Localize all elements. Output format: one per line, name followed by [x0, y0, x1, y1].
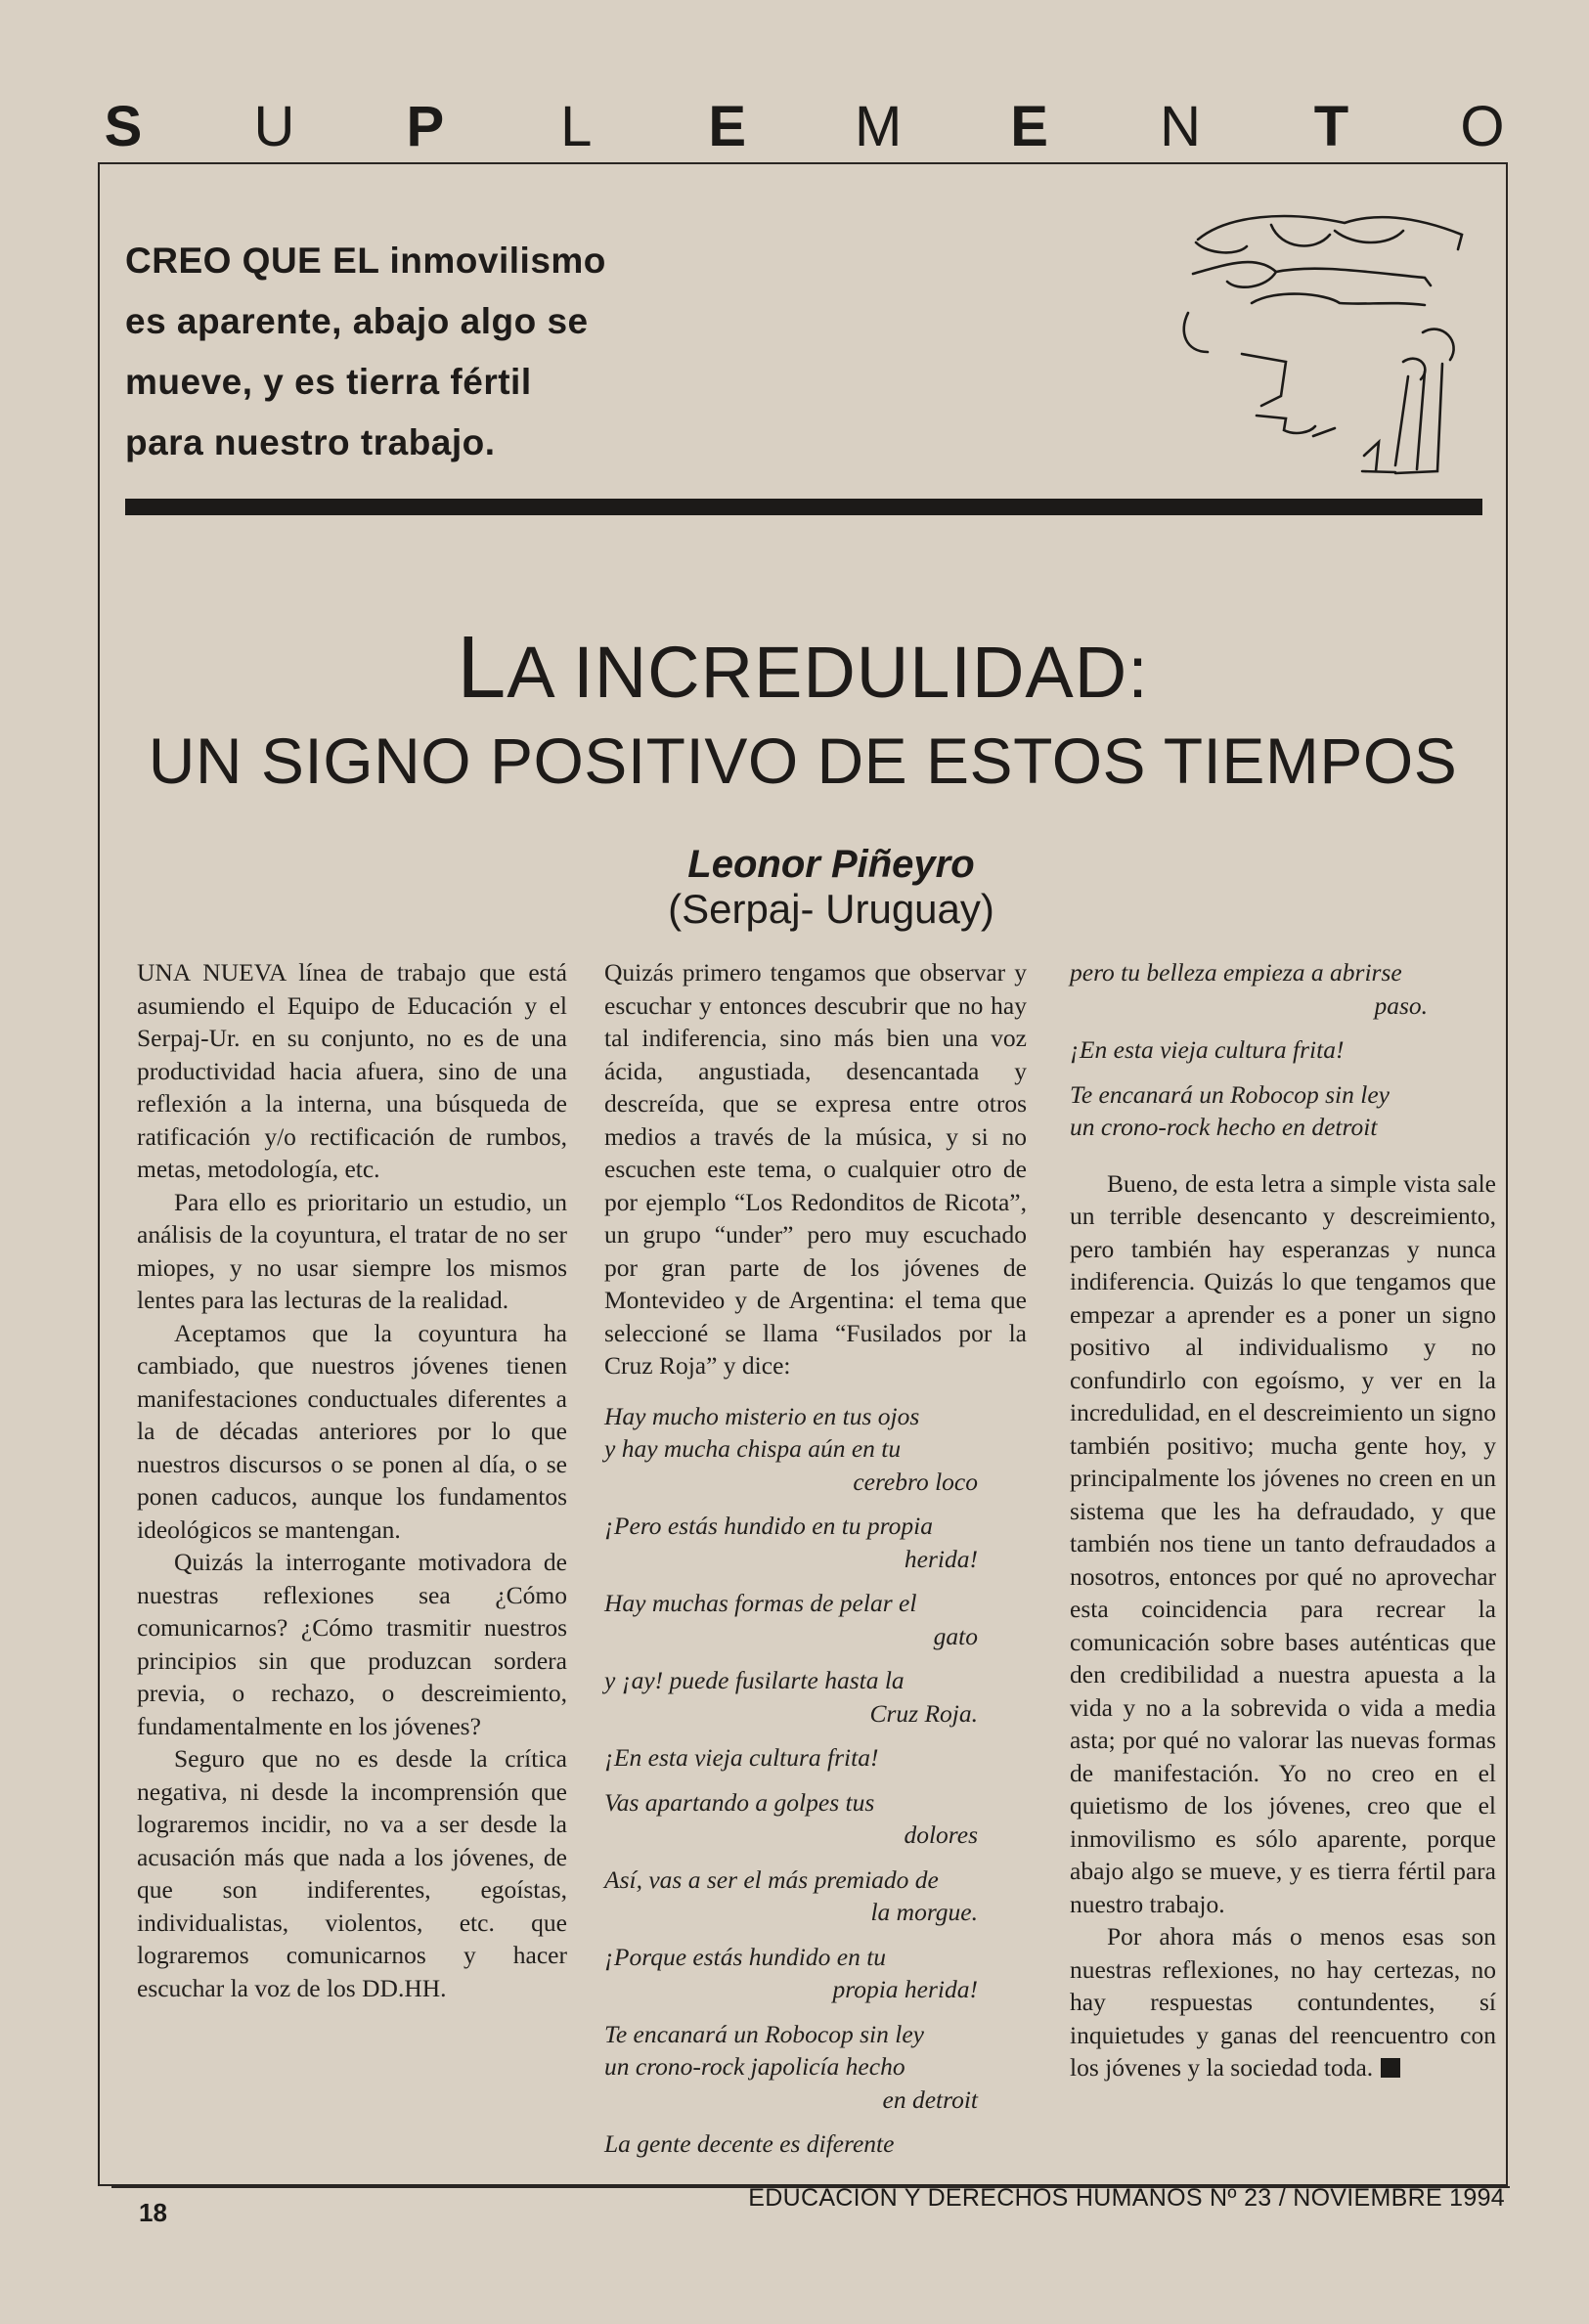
paragraph	[1070, 1920, 1496, 2084]
lyric-line: Hay mucho misterio en tus ojos	[604, 1401, 920, 1430]
lyric-line: Así, vas a ser el más premiado de	[604, 1864, 939, 1894]
lyric-stanza	[604, 1941, 1027, 2006]
end-of-article-icon	[1381, 2058, 1400, 2078]
lyric-stanza	[1070, 956, 1496, 1022]
article-column-1	[137, 956, 567, 2004]
lyric-line: ¡Pero estás hundido en tu propia	[604, 1512, 933, 1540]
lyric-stanza	[604, 1587, 1027, 1652]
lyric-stanza	[604, 1864, 1027, 1929]
lyric-line: la morgue.	[870, 1898, 978, 1926]
lyric-line: ¡En esta vieja cultura frita!	[1070, 1035, 1345, 1064]
lyric-line: ¡En esta vieja cultura frita!	[604, 1743, 879, 1772]
lyric-line: propia herida!	[832, 1975, 978, 2003]
lyric-line: herida!	[904, 1544, 978, 1573]
lyric-line: paso.	[1374, 990, 1428, 1020]
face-sketch-icon	[1169, 196, 1491, 489]
header-letter: O	[1460, 94, 1505, 158]
paragraph: Bueno, de esta letra a simple vista sale un terrible desencanto y descreimiento, pero también hay esperanzas y nunca indiferencia. Quizás lo que tengamos que empezar a aprender es a poner un signo positivo al individualismo y no confundirlo con egoísmo, y ver en la incredulidad, en el descreimiento un signo también positivo; mucha gente hoy, y principalmente los jóvenes no creen en un sistema que les ha defraudado, y que también nos tiene un tanto defraudados a nosotros, entonces por qué no aprovechar esta coincidencia para recrear la comunicación sobre bases auténticas que den credibilidad a nuestra apuesta a la vida y no a la sobrevida o vida a media asta; por qué no valorar las nuevas formas de manifestación. Yo no creo en el quietismo de los jóvenes, creo que el inmovilismo es sólo aparente, porque abajo algo se mueve, y es tierra fértil para nuestro trabajo.	[1070, 1168, 1496, 1918]
lyric-stanza	[604, 1400, 1027, 1499]
header-letter: P	[406, 94, 445, 158]
lyric-line: gato	[933, 1621, 978, 1650]
paragraph: Aceptamos que la coyuntura ha cambiado, que nuestros jóvenes tienen manifestaciones conductuales diferentes a la de décadas anteriores por lo que nuestros discursos o se ponen al día, o se ponen caducos, aunque los fundamentos ideológicos se mantengan.	[137, 1318, 567, 1544]
pull-quote-line: es aparente, abajo algo se	[125, 301, 589, 341]
paragraph-text: Por ahora más o menos esas son nuestras reflexiones, no hay certezas, no hay respuestas contundentes, sí inquietudes y ganas del reencuentro con los jóvenes y la sociedad toda.	[1070, 1922, 1496, 2082]
header-letter: U	[253, 94, 295, 158]
article-column-3	[1070, 956, 1496, 2084]
paragraph: Quizás primero tengamos que observar y escuchar y entonces descubrir que no hay tal indiferencia, sino más bien una voz ácida, angustiada, desencantada y descreída, que se expresa entre otros medios a través de la música, y si no escuchen este tema, o cualquier otro de por ejemplo “Los Redonditos de Ricota”, un grupo “under” pero muy escuchado por gran parte de los jóvenes de Montevideo y de Argentina: el tema que seleccioné se llama “Fusilados por la Cruz Roja” y dice:	[604, 958, 1027, 1380]
header-letter: M	[855, 94, 903, 158]
header-letter: E	[1010, 94, 1048, 158]
pull-quote-line: para nuestro trabajo.	[125, 422, 496, 462]
header-letter: E	[708, 94, 747, 158]
lyric-line: y ¡ay! puede fusilarte hasta la	[604, 1666, 905, 1694]
song-lyrics-continued	[1070, 956, 1496, 1144]
author-organization: (Serpaj- Uruguay)	[668, 886, 994, 932]
lyric-line: La gente decente es diferente	[604, 2129, 895, 2158]
publication-footer: EDUCACION Y DERECHOS HUMANOS Nº 23 / NOVIEMBRE 1994	[748, 2184, 1505, 2212]
paragraph: Seguro que no es desde la crítica negativa, ni desde la incomprensión que lograremos incidir, no va a ser desde la acusación más que nada a los jóvenes, de que son indiferentes, egoístas, individualistas, violentos, etc. que lograremos comunicarnos y hacer escuchar la voz de los DD.HH.	[137, 1744, 567, 2002]
section-divider-bar	[125, 499, 1482, 515]
lyric-line: Vas apartando a golpes tus	[604, 1787, 875, 1817]
lyric-line: Cruz Roja.	[869, 1698, 978, 1728]
lyric-line: pero tu belleza empieza a abrirse	[1070, 958, 1402, 987]
pull-quote-line: CREO QUE EL inmovilismo	[125, 241, 606, 281]
article-title-line1	[98, 618, 1508, 719]
lyric-stanza	[1070, 1078, 1496, 1144]
article-column-2	[604, 956, 1027, 2172]
song-lyrics	[604, 1400, 1027, 2161]
title-rest: A INCREDULIDAD:	[507, 632, 1149, 713]
lyric-line: Te encanará un Robocop sin ley	[1070, 1079, 1390, 1109]
article-title-line2: UN SIGNO POSITIVO DE ESTOS TIEMPOS	[148, 724, 1458, 797]
lyric-line: en detroit	[882, 2084, 978, 2114]
lyric-line: Hay muchas formas de pelar el	[604, 1589, 917, 1617]
lyric-line: Te encanará un Robocop sin ley	[604, 2019, 924, 2048]
header-letter: N	[1160, 94, 1201, 158]
lyric-stanza	[604, 2018, 1027, 2117]
lyric-line: y hay mucha chispa aún en tu	[604, 1434, 902, 1463]
lyric-line: un crono-rock hecho en detroit	[1070, 1113, 1378, 1141]
pull-quote	[125, 231, 634, 473]
page-number: 18	[139, 2198, 167, 2227]
lyric-stanza	[604, 2127, 1027, 2161]
supplement-header	[94, 96, 1512, 156]
author-name: Leonor Piñeyro	[687, 843, 975, 886]
lyric-line: dolores	[904, 1820, 978, 1849]
pull-quote-line: mueve, y es tierra fértil	[125, 362, 532, 402]
lyric-line: ¡Porque estás hundido en tu	[604, 1942, 887, 1971]
header-letter: S	[104, 94, 143, 158]
lyric-stanza	[604, 1664, 1027, 1730]
lyric-stanza	[1070, 1033, 1496, 1067]
paragraph: Para ello es prioritario un estudio, un análisis de la coyuntura, el tratar de no ser miopes, y no usar siempre los mismos lentes para las lecturas de la realidad.	[137, 1187, 567, 1314]
paragraph: Quizás la interrogante motivadora de nuestras reflexiones sea ¿Cómo comunicarnos? ¿Cómo trasmitir nuestros principios sin que produzcan sordera previa, o rechazo, o descreimiento, fundamentalmente en los jóvenes?	[137, 1548, 567, 1740]
lyric-line: un crono-rock japolicía hecho	[604, 2052, 905, 2081]
lyric-line: cerebro loco	[853, 1467, 978, 1496]
header-letter: T	[1313, 94, 1349, 158]
lyric-stanza	[604, 1741, 1027, 1775]
lyric-stanza	[604, 1786, 1027, 1852]
header-letter: L	[560, 94, 593, 158]
lyric-stanza	[604, 1510, 1027, 1575]
title-initial: L	[457, 619, 508, 717]
paragraph: UNA NUEVA línea de trabajo que está asumiendo el Equipo de Educación y el Serpaj-Ur. en su conjunto, no es de una productividad hacia afuera, sino de una reflexión a la interna, una búsqueda de ratificación y/o rectificación de rumbos, metas, metodología, etc.	[137, 958, 567, 1183]
